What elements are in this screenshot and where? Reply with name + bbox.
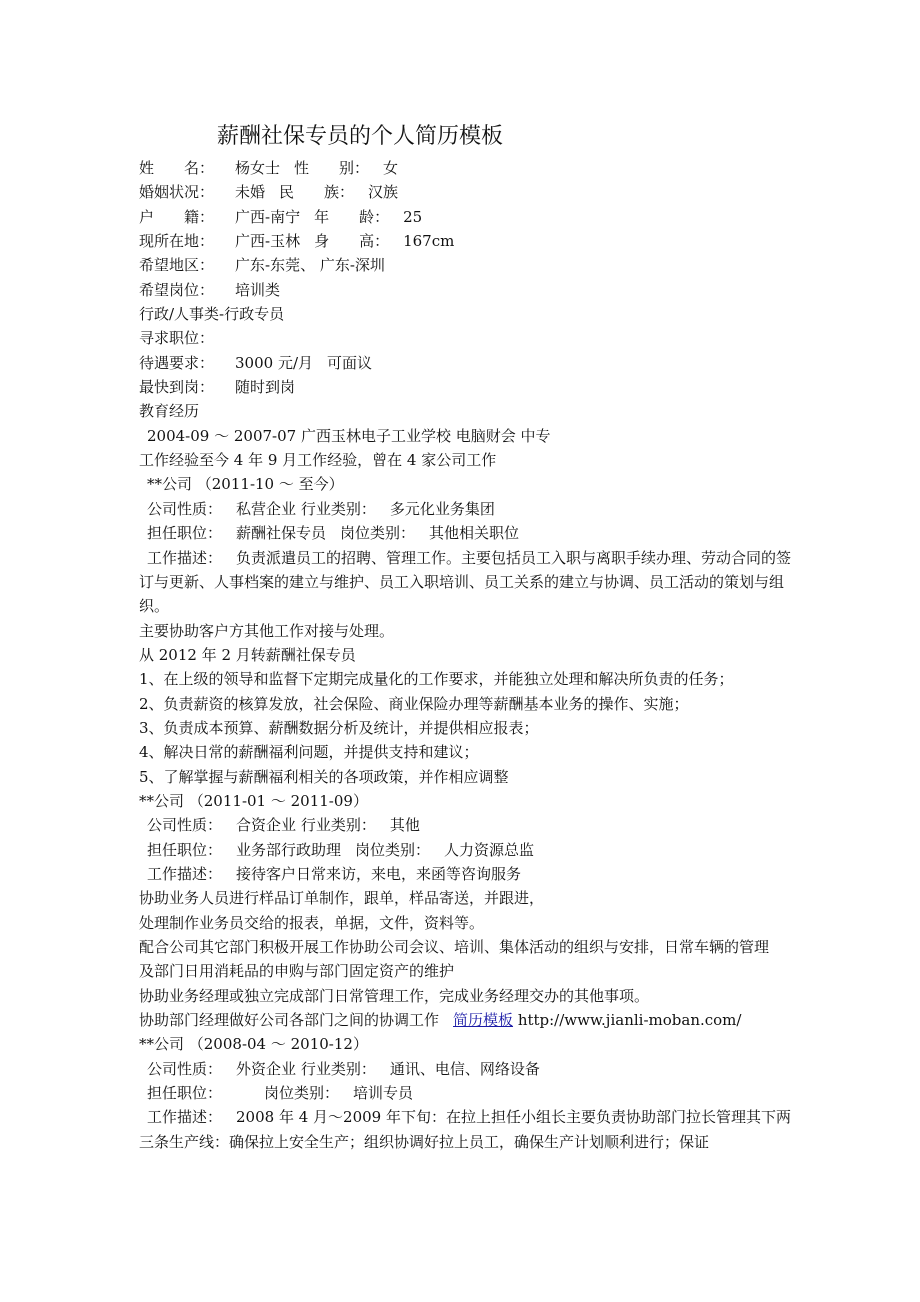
- job-2-nature-label: 公司性质：: [147, 816, 223, 835]
- job-2-category: 人力资源总监: [444, 840, 535, 859]
- profile-hukou-row: [139, 205, 799, 229]
- job-3-role-row: [139, 1081, 799, 1105]
- start-value: 随时到岗: [235, 378, 296, 397]
- region-label: 希望地区：: [139, 256, 215, 275]
- marital-value: 未婚: [235, 183, 266, 202]
- profile-region-row: [139, 253, 799, 277]
- job-2-nature: 合资企业: [236, 816, 297, 835]
- hukou-label: 户 籍：: [139, 207, 215, 226]
- job-3-role-label: 担任职位：: [147, 1084, 223, 1103]
- height-value: 167cm: [403, 232, 455, 251]
- education-heading: 教育经历: [139, 402, 200, 421]
- job-2-category-label: 岗位类别：: [355, 840, 431, 859]
- job-1-industry: 多元化业务集团: [389, 499, 495, 518]
- ethnic-value: 汉族: [368, 183, 399, 202]
- profile-location-row: [139, 229, 799, 253]
- salary-label: 待遇要求：: [139, 353, 215, 372]
- job-2-role-label: 担任职位：: [147, 840, 223, 859]
- job-1-role: 薪酬社保专员: [236, 524, 327, 543]
- job-3-nature: 外资企业: [236, 1059, 297, 1078]
- job-3-description: [139, 1105, 799, 1154]
- hukou-value: 广西-南宁: [235, 207, 301, 226]
- job-3-nature-row: [139, 1057, 799, 1081]
- profile-position-line2: 行政/人事类-行政专员: [139, 305, 285, 324]
- job-2-company: **公司 （2011-01 ～ 2011-09）: [139, 791, 368, 810]
- job-1-industry-label: 行业类别：: [300, 499, 376, 518]
- job-1-extra-0: 主要协助客户方其他工作对接与处理。: [139, 621, 395, 640]
- job-1-nature-label: 公司性质：: [147, 499, 223, 518]
- job-2-description: [139, 862, 799, 886]
- job-1-desc-label: 工作描述：: [147, 548, 223, 567]
- job-3-company: **公司 （2008-04 ～ 2010-12）: [139, 1035, 368, 1054]
- position-value: 培训类: [235, 280, 281, 299]
- profile-start-row: [139, 375, 799, 399]
- location-label: 现所在地：: [139, 232, 215, 251]
- job-1-nature: 私营企业: [236, 499, 297, 518]
- job-3-category: 培训专员: [353, 1084, 414, 1103]
- job-2-industry: 其他: [389, 816, 420, 835]
- job-2-extra-3: 及部门日用消耗品的申购与部门固定资产的维护: [139, 962, 455, 981]
- job-2-nature-row: [139, 813, 799, 837]
- profile-marital-row: [139, 180, 799, 204]
- resume-document: [139, 118, 799, 1154]
- job-3-industry: 通讯、电信、网络设备: [389, 1059, 540, 1078]
- job-1-category: 其他相关职位: [429, 524, 520, 543]
- job-1-extra-2: 1、在上级的领导和监督下定期完成量化的工作要求，并能独立处理和解决所负责的任务；: [139, 670, 734, 689]
- job-1-extra-1: 从 2012 年 2 月转薪酬社保专员: [139, 645, 356, 664]
- profile-position-row: [139, 278, 799, 302]
- experience-summary: 工作经验至今 4 年 9 月工作经验，曾在 4 家公司工作: [139, 451, 497, 470]
- job-2-role: 业务部行政助理: [236, 840, 342, 859]
- start-label: 最快到岗：: [139, 378, 215, 397]
- name-label: 姓 名：: [139, 159, 215, 177]
- job-1-description: [139, 546, 799, 619]
- position-label: 希望岗位：: [139, 280, 215, 299]
- seek-label: 寻求职位：: [139, 329, 215, 348]
- job-1-company: **公司 （2011-10 ～ 至今）: [147, 475, 344, 494]
- job-2-extra-2: 配合公司其它部门积极开展工作协助公司会议、培训、集体活动的组织与安排，日常车辆的管理: [139, 938, 770, 956]
- resume-template-link[interactable]: 简历模板: [453, 1011, 514, 1030]
- job-3-desc: 2008 年 4 月～2009 年下旬：在拉上担任小组长主要负责协助部门拉长管理其下两三条生产线：确保拉上安全生产；组织协调好拉上员工，确保生产计划顺利进行；保证: [139, 1108, 791, 1151]
- job-2-role-row: [139, 838, 799, 862]
- job-2-extra-4: 协助业务经理或独立完成部门日常管理工作，完成业务经理交办的其他事项。: [139, 986, 650, 1005]
- job-2-last-line: 协助部门经理做好公司各部门之间的协调工作: [139, 1011, 440, 1030]
- gender-value: 女: [383, 159, 399, 177]
- job-1-role-row: [139, 521, 799, 545]
- salary-value: 3000 元/月: [235, 353, 313, 372]
- height-label: 身 高：: [314, 232, 390, 251]
- job-1-extra-3: 2、负责薪资的核算发放，社会保险、商业保险办理等薪酬基本业务的操作、实施；: [139, 694, 689, 713]
- job-1-extra-6: 5、了解掌握与薪酬福利相关的各项政策，并作相应调整: [139, 767, 509, 786]
- job-1-extra-5: 4、解决日常的薪酬福利问题，并提供支持和建议；: [139, 743, 479, 762]
- age-label: 年 龄：: [314, 207, 390, 226]
- ethnic-label: 民 族：: [279, 183, 355, 202]
- name-value: 杨女士: [235, 159, 281, 177]
- gender-label: 性 别：: [294, 159, 370, 177]
- page-title: 薪酬社保专员的个人简历模板: [217, 124, 504, 149]
- job-2-last-row: [139, 1008, 799, 1032]
- age-value: 25: [403, 207, 423, 226]
- marital-label: 婚姻状况：: [139, 183, 215, 202]
- job-2-desc-label: 工作描述：: [147, 864, 223, 883]
- job-3-desc-label: 工作描述：: [147, 1108, 223, 1127]
- education-line: 2004-09 ～ 2007-07 广西玉林电子工业学校 电脑财会 中专: [147, 426, 551, 445]
- region-value: 广东-东莞、 广东-深圳: [235, 256, 385, 275]
- job-1-nature-row: [139, 497, 799, 521]
- profile-salary-row: [139, 351, 799, 375]
- job-3-category-label: 岗位类别：: [264, 1084, 340, 1103]
- job-1-desc: 负责派遣员工的招聘、管理工作。主要包括员工入职与离职手续办理、劳动合同的签订与更新、人事档案的建立与维护、员工入职培训、员工关系的建立与协调、员工活动的策划与组织。: [139, 548, 792, 616]
- job-2-industry-label: 行业类别：: [300, 816, 376, 835]
- site-url: http://www.jianli-moban.com/: [517, 1011, 742, 1030]
- job-1-role-label: 担任职位：: [147, 524, 223, 543]
- job-1-category-label: 岗位类别：: [340, 524, 416, 543]
- job-3-nature-label: 公司性质：: [147, 1059, 223, 1078]
- job-2-extra-0: 协助业务人员进行样品订单制作，跟单，样品寄送，并跟进，: [139, 889, 545, 908]
- job-2-extra-1: 处理制作业务员交给的报表，单据，文件，资料等。: [139, 913, 485, 932]
- location-value: 广西-玉林: [235, 232, 301, 251]
- job-1-extra-4: 3、负责成本预算、薪酬数据分析及统计，并提供相应报表；: [139, 718, 539, 737]
- job-3-industry-label: 行业类别：: [300, 1059, 376, 1078]
- profile-name-row: [139, 156, 799, 180]
- job-2-desc: 接待客户日常来访，来电，来函等咨询服务: [236, 864, 522, 883]
- salary-note: 可面议: [327, 353, 373, 372]
